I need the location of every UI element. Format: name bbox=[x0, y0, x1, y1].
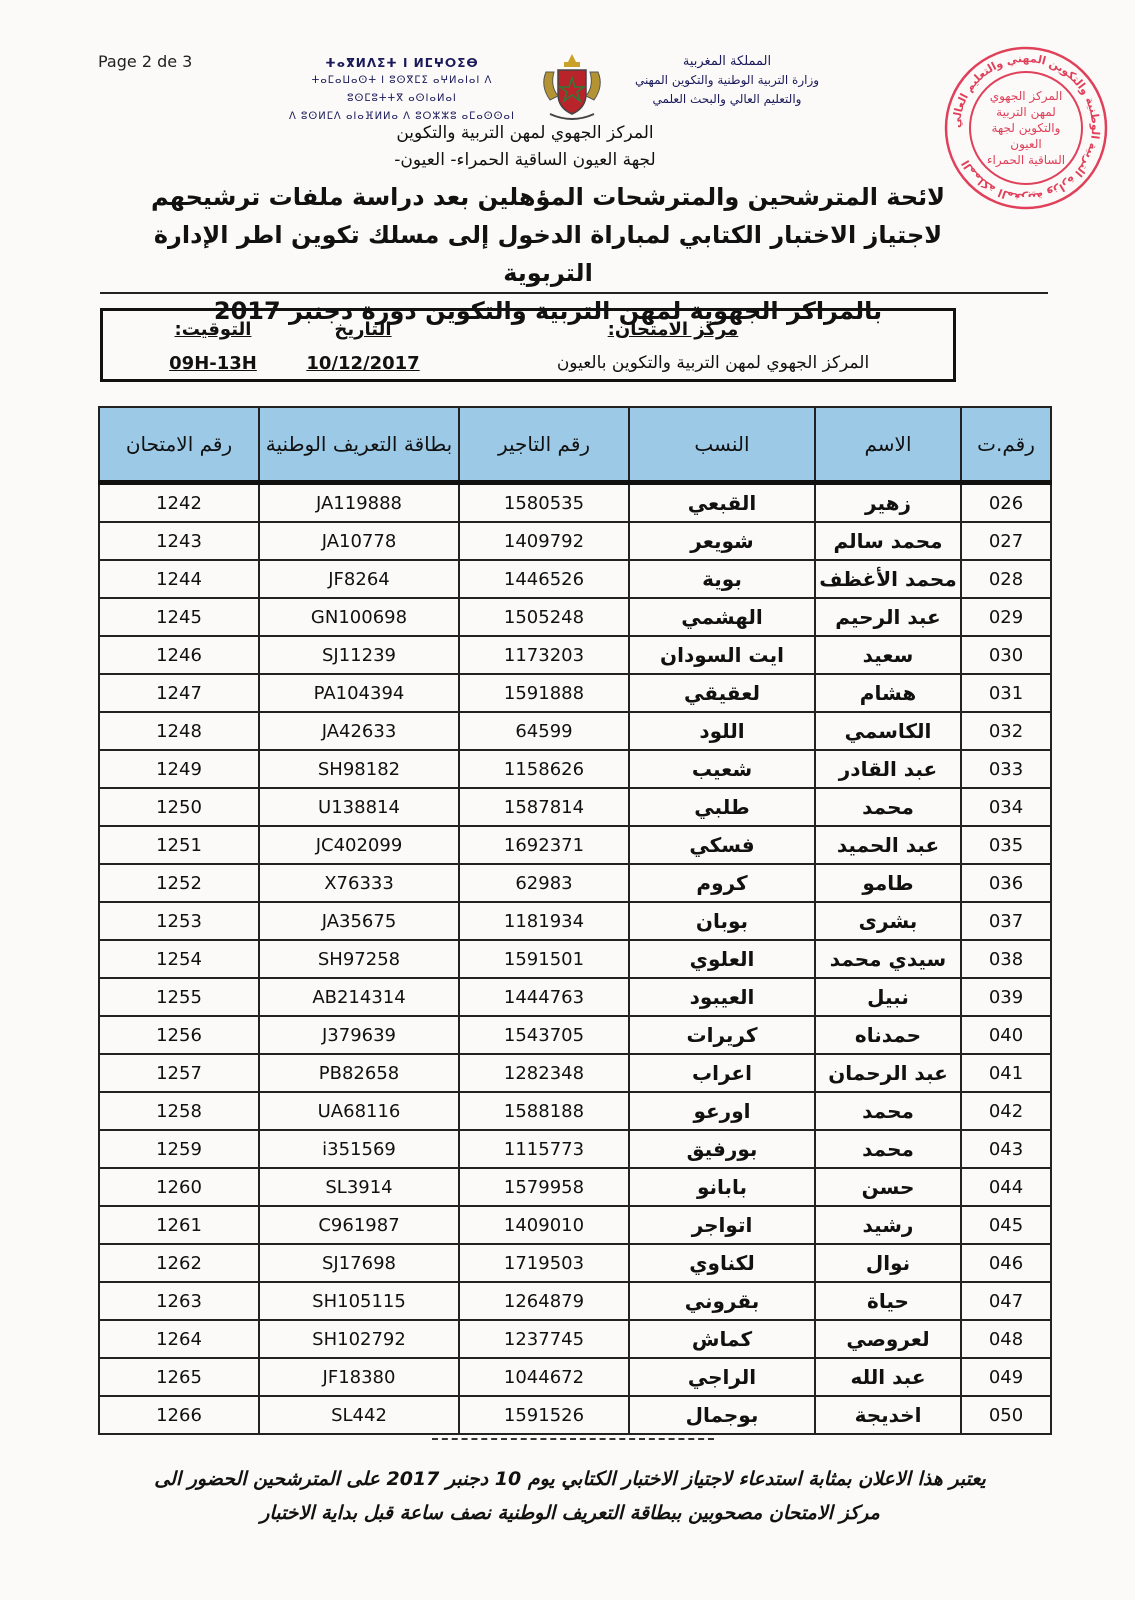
row-number-cell: 049 bbox=[961, 1358, 1051, 1396]
first-name-cell: اخديجة bbox=[815, 1396, 961, 1434]
employee-id-cell: 1588188 bbox=[459, 1092, 629, 1130]
last-name-cell: بوجمال bbox=[629, 1396, 815, 1434]
employee-id-cell: 1579958 bbox=[459, 1168, 629, 1206]
time-value: 09H-13H bbox=[169, 353, 257, 374]
last-name-cell: طلبي bbox=[629, 788, 815, 826]
row-number-cell: 038 bbox=[961, 940, 1051, 978]
last-name-cell: لكناوي bbox=[629, 1244, 815, 1282]
national-id-cell: JA42633 bbox=[259, 712, 459, 750]
table-row bbox=[99, 598, 1051, 636]
table-row bbox=[99, 1130, 1051, 1168]
stamp-line-4: العيون bbox=[1010, 137, 1042, 151]
last-name-cell: القبعي bbox=[629, 483, 815, 523]
exam-number-cell: 1258 bbox=[99, 1092, 259, 1130]
table-header-row bbox=[99, 407, 1051, 483]
row-number-cell: 048 bbox=[961, 1320, 1051, 1358]
exam-center-label: مركز الامتحان: bbox=[607, 319, 739, 340]
last-name-cell: بابانو bbox=[629, 1168, 815, 1206]
exam-number-cell: 1246 bbox=[99, 636, 259, 674]
last-name-cell: اعراب bbox=[629, 1054, 815, 1092]
exam-number-cell: 1259 bbox=[99, 1130, 259, 1168]
last-name-cell: شعيب bbox=[629, 750, 815, 788]
title-divider bbox=[100, 292, 1048, 294]
table-row bbox=[99, 674, 1051, 712]
stamp-line-1: المركز الجهوي bbox=[989, 89, 1063, 103]
row-number-cell: 029 bbox=[961, 598, 1051, 636]
national-id-cell: i351569 bbox=[259, 1130, 459, 1168]
exam-number-cell: 1242 bbox=[99, 483, 259, 523]
separator-dashes bbox=[432, 1438, 714, 1440]
employee-id-cell: 1543705 bbox=[459, 1016, 629, 1054]
table-row bbox=[99, 978, 1051, 1016]
header-first-name: الاسم bbox=[815, 407, 961, 483]
date-value: 10/12/2017 bbox=[306, 353, 420, 374]
last-name-cell: كروم bbox=[629, 864, 815, 902]
row-number-cell: 036 bbox=[961, 864, 1051, 902]
table-row bbox=[99, 788, 1051, 826]
national-id-cell: JF8264 bbox=[259, 560, 459, 598]
row-number-cell: 027 bbox=[961, 522, 1051, 560]
last-name-cell: بقروني bbox=[629, 1282, 815, 1320]
last-name-cell: الهشمي bbox=[629, 598, 815, 636]
exam-number-cell: 1248 bbox=[99, 712, 259, 750]
stamp-line-3: والتكوين لجهة bbox=[991, 121, 1061, 135]
row-number-cell: 039 bbox=[961, 978, 1051, 1016]
first-name-cell: عبد الرحمان bbox=[815, 1054, 961, 1092]
national-id-cell: GN100698 bbox=[259, 598, 459, 636]
first-name-cell: محمد bbox=[815, 1092, 961, 1130]
row-number-cell: 042 bbox=[961, 1092, 1051, 1130]
title-line-1: لائحة المترشحين والمترشحات المؤهلين بعد دراسة ملفات ترشيحهم bbox=[150, 183, 946, 211]
exam-number-cell: 1252 bbox=[99, 864, 259, 902]
date-label: التاريخ bbox=[334, 319, 392, 340]
row-number-cell: 030 bbox=[961, 636, 1051, 674]
first-name-cell: عبد الله bbox=[815, 1358, 961, 1396]
employee-id-cell: 1264879 bbox=[459, 1282, 629, 1320]
table-row bbox=[99, 1016, 1051, 1054]
notice-line-1: يعتبر هذا الاعلان بمثابة استدعاء لاجتياز الاختبار الكتابي يوم 10 دجنبر 2017 على المترشحين الحضور الى bbox=[154, 1468, 986, 1490]
last-name-cell: بوبان bbox=[629, 902, 815, 940]
employee-id-cell: 1591501 bbox=[459, 940, 629, 978]
row-number-cell: 034 bbox=[961, 788, 1051, 826]
title-line-3: بالمراكز الجهوية لمهن التربية والتكوين دورة دجنبر 2017 bbox=[213, 297, 883, 325]
first-name-cell: طامو bbox=[815, 864, 961, 902]
convocation-notice bbox=[110, 1462, 1030, 1530]
exam-number-cell: 1264 bbox=[99, 1320, 259, 1358]
candidates-table-body bbox=[99, 483, 1051, 1435]
national-id-cell: JA10778 bbox=[259, 522, 459, 560]
candidates-table bbox=[98, 406, 1052, 1435]
national-id-cell: JC402099 bbox=[259, 826, 459, 864]
national-id-cell: SH98182 bbox=[259, 750, 459, 788]
stamp-ring-text: المملكة المغربية وزارة التربية الوطنية والتكوين المهني والتعليم العالي bbox=[949, 51, 1103, 205]
title-line-2: لاجتياز الاختبار الكتابي لمباراة الدخول إلى مسلك تكوين اطر الإدارة التربوية bbox=[153, 221, 943, 287]
employee-id-cell: 1282348 bbox=[459, 1054, 629, 1092]
employee-id-cell: 1409010 bbox=[459, 1206, 629, 1244]
table-row bbox=[99, 483, 1051, 523]
exam-number-cell: 1254 bbox=[99, 940, 259, 978]
national-id-cell: UA68116 bbox=[259, 1092, 459, 1130]
first-name-cell: سعيد bbox=[815, 636, 961, 674]
first-name-cell: محمد bbox=[815, 1130, 961, 1168]
row-number-cell: 050 bbox=[961, 1396, 1051, 1434]
last-name-cell: كماش bbox=[629, 1320, 815, 1358]
national-id-cell: PA104394 bbox=[259, 674, 459, 712]
issuing-center-line-2: لجهة العيون الساقية الحمراء- العيون- bbox=[394, 150, 656, 170]
employee-id-cell: 1409792 bbox=[459, 522, 629, 560]
notice-line-2: مركز الامتحان مصحوبين ببطاقة التعريف الوطنية نصف ساعة قبل بداية الاختبار bbox=[260, 1502, 880, 1524]
table-row bbox=[99, 522, 1051, 560]
table-row bbox=[99, 1206, 1051, 1244]
header-last-name: النسب bbox=[629, 407, 815, 483]
ministry-line-2: والتعليم العالي والبحث العلمي bbox=[652, 92, 802, 106]
first-name-cell: هشام bbox=[815, 674, 961, 712]
ministry-line-1: وزارة التربية الوطنية والتكوين المهني bbox=[634, 73, 820, 87]
employee-id-cell: 1591526 bbox=[459, 1396, 629, 1434]
last-name-cell: شويعر bbox=[629, 522, 815, 560]
row-number-cell: 033 bbox=[961, 750, 1051, 788]
exam-number-cell: 1253 bbox=[99, 902, 259, 940]
exam-number-cell: 1249 bbox=[99, 750, 259, 788]
national-id-cell: U138814 bbox=[259, 788, 459, 826]
row-number-cell: 040 bbox=[961, 1016, 1051, 1054]
first-name-cell: لعروصي bbox=[815, 1320, 961, 1358]
stamp-line-2: لمهن التربية bbox=[996, 105, 1056, 119]
last-name-cell: بوية bbox=[629, 560, 815, 598]
tifinagh-line-3: ⴷ ⵓⵙⵍⵎⴷ ⴰⵏⴰⴼⵍⵍⴰ ⴷ ⵓⵔⵣⵣⵓ ⴰⵎⴰⵙⵙⴰⵏ bbox=[289, 111, 515, 122]
header-national-id: بطاقة التعريف الوطنية bbox=[259, 407, 459, 483]
exam-number-cell: 1265 bbox=[99, 1358, 259, 1396]
first-name-cell: عبد القادر bbox=[815, 750, 961, 788]
table-row bbox=[99, 1054, 1051, 1092]
employee-id-cell: 1044672 bbox=[459, 1358, 629, 1396]
issuing-center bbox=[360, 120, 690, 174]
row-number-cell: 031 bbox=[961, 674, 1051, 712]
exam-number-cell: 1257 bbox=[99, 1054, 259, 1092]
row-number-cell: 037 bbox=[961, 902, 1051, 940]
employee-id-cell: 1719503 bbox=[459, 1244, 629, 1282]
header-row-number: رقم.ت bbox=[961, 407, 1051, 483]
row-number-cell: 035 bbox=[961, 826, 1051, 864]
exam-number-cell: 1244 bbox=[99, 560, 259, 598]
last-name-cell: الراجي bbox=[629, 1358, 815, 1396]
last-name-cell: اورعو bbox=[629, 1092, 815, 1130]
first-name-cell: محمد الأغظف bbox=[815, 560, 961, 598]
national-id-cell: PB82658 bbox=[259, 1054, 459, 1092]
last-name-cell: لعقيقي bbox=[629, 674, 815, 712]
national-id-cell: SH105115 bbox=[259, 1282, 459, 1320]
first-name-cell: نبيل bbox=[815, 978, 961, 1016]
row-number-cell: 045 bbox=[961, 1206, 1051, 1244]
employee-id-cell: 62983 bbox=[459, 864, 629, 902]
employee-id-cell: 1446526 bbox=[459, 560, 629, 598]
national-id-cell: SL442 bbox=[259, 1396, 459, 1434]
table-row bbox=[99, 1320, 1051, 1358]
last-name-cell: العيبود bbox=[629, 978, 815, 1016]
last-name-cell: كريرات bbox=[629, 1016, 815, 1054]
national-id-cell: SJ17698 bbox=[259, 1244, 459, 1282]
row-number-cell: 044 bbox=[961, 1168, 1051, 1206]
employee-id-cell: 1587814 bbox=[459, 788, 629, 826]
national-id-cell: SJ11239 bbox=[259, 636, 459, 674]
table-row bbox=[99, 1244, 1051, 1282]
row-number-cell: 047 bbox=[961, 1282, 1051, 1320]
table-row bbox=[99, 1396, 1051, 1434]
kingdom-name: المملكة المغربية bbox=[682, 54, 772, 69]
last-name-cell: بورفيق bbox=[629, 1130, 815, 1168]
first-name-cell: عبد الرحيم bbox=[815, 598, 961, 636]
national-id-cell: AB214314 bbox=[259, 978, 459, 1016]
row-number-cell: 026 bbox=[961, 483, 1051, 523]
national-id-cell: C961987 bbox=[259, 1206, 459, 1244]
tifinagh-line-2: ⵜⴰⵎⴰⵡⴰⵙⵜ ⵏ ⵓⵙⴳⵎⵉ ⴰⵖⵍⴰⵏⴰⵏ ⴷ ⵓⵙⵎⵓⵜⵜⴳ ⴰⵙⵏⴰⵍⴰⵏ bbox=[311, 75, 493, 104]
first-name-cell: محمد bbox=[815, 788, 961, 826]
national-id-cell: J379639 bbox=[259, 1016, 459, 1054]
header-employee-id: رقم التاجير bbox=[459, 407, 629, 483]
exam-number-cell: 1247 bbox=[99, 674, 259, 712]
table-row bbox=[99, 902, 1051, 940]
last-name-cell: فسكي bbox=[629, 826, 815, 864]
table-row bbox=[99, 750, 1051, 788]
exam-number-cell: 1266 bbox=[99, 1396, 259, 1434]
first-name-cell: رشيد bbox=[815, 1206, 961, 1244]
table-row bbox=[99, 826, 1051, 864]
first-name-cell: حسن bbox=[815, 1168, 961, 1206]
header-exam-number: رقم الامتحان bbox=[99, 407, 259, 483]
table-row bbox=[99, 1168, 1051, 1206]
first-name-cell: عبد الحميد bbox=[815, 826, 961, 864]
employee-id-cell: 1505248 bbox=[459, 598, 629, 636]
first-name-cell: حمدناه bbox=[815, 1016, 961, 1054]
coat-of-arms-icon bbox=[538, 50, 606, 124]
row-number-cell: 028 bbox=[961, 560, 1051, 598]
employee-id-cell: 1580535 bbox=[459, 483, 629, 523]
exam-center-value: المركز الجهوي لمهن التربية والتكوين بالعيون bbox=[556, 353, 870, 373]
exam-number-cell: 1245 bbox=[99, 598, 259, 636]
ministry-name-arabic bbox=[616, 52, 838, 109]
row-number-cell: 046 bbox=[961, 1244, 1051, 1282]
exam-number-cell: 1250 bbox=[99, 788, 259, 826]
exam-number-cell: 1261 bbox=[99, 1206, 259, 1244]
row-number-cell: 043 bbox=[961, 1130, 1051, 1168]
employee-id-cell: 1181934 bbox=[459, 902, 629, 940]
table-row bbox=[99, 560, 1051, 598]
table-row bbox=[99, 1282, 1051, 1320]
ministry-name-tifinagh bbox=[282, 54, 522, 126]
employee-id-cell: 1237745 bbox=[459, 1320, 629, 1358]
exam-number-cell: 1251 bbox=[99, 826, 259, 864]
first-name-cell: سيدي محمد bbox=[815, 940, 961, 978]
national-id-cell: JA35675 bbox=[259, 902, 459, 940]
employee-id-cell: 1115773 bbox=[459, 1130, 629, 1168]
national-id-cell: SH102792 bbox=[259, 1320, 459, 1358]
employee-id-cell: 64599 bbox=[459, 712, 629, 750]
issuing-center-line-1: المركز الجهوي لمهن التربية والتكوين bbox=[396, 123, 654, 143]
exam-number-cell: 1260 bbox=[99, 1168, 259, 1206]
last-name-cell: اتواجر bbox=[629, 1206, 815, 1244]
employee-id-cell: 1158626 bbox=[459, 750, 629, 788]
first-name-cell: بشرى bbox=[815, 902, 961, 940]
national-id-cell: X76333 bbox=[259, 864, 459, 902]
page-number: Page 2 de 3 bbox=[98, 52, 193, 71]
first-name-cell: نوال bbox=[815, 1244, 961, 1282]
last-name-cell: العلوي bbox=[629, 940, 815, 978]
national-id-cell: SL3914 bbox=[259, 1168, 459, 1206]
exam-info-box bbox=[100, 308, 956, 382]
table-row bbox=[99, 940, 1051, 978]
employee-id-cell: 1444763 bbox=[459, 978, 629, 1016]
row-number-cell: 041 bbox=[961, 1054, 1051, 1092]
national-id-cell: JF18380 bbox=[259, 1358, 459, 1396]
time-label: التوقيت: bbox=[174, 319, 252, 340]
table-row bbox=[99, 712, 1051, 750]
last-name-cell: ايت السودان bbox=[629, 636, 815, 674]
first-name-cell: الكاسمي bbox=[815, 712, 961, 750]
exam-number-cell: 1256 bbox=[99, 1016, 259, 1054]
stamp-line-5: الساقية الحمراء bbox=[986, 153, 1066, 167]
exam-number-cell: 1262 bbox=[99, 1244, 259, 1282]
exam-number-cell: 1243 bbox=[99, 522, 259, 560]
employee-id-cell: 1173203 bbox=[459, 636, 629, 674]
first-name-cell: محمد سالم bbox=[815, 522, 961, 560]
table-row bbox=[99, 1358, 1051, 1396]
row-number-cell: 032 bbox=[961, 712, 1051, 750]
last-name-cell: اللود bbox=[629, 712, 815, 750]
tifinagh-line-1: ⵜⴰⴳⵍⴷⵉⵜ ⵏ ⵍⵎⵖⵔⵉⴱ bbox=[325, 56, 479, 70]
table-row bbox=[99, 864, 1051, 902]
employee-id-cell: 1591888 bbox=[459, 674, 629, 712]
employee-id-cell: 1692371 bbox=[459, 826, 629, 864]
first-name-cell: حياة bbox=[815, 1282, 961, 1320]
national-id-cell: SH97258 bbox=[259, 940, 459, 978]
national-id-cell: JA119888 bbox=[259, 483, 459, 523]
first-name-cell: زهير bbox=[815, 483, 961, 523]
table-row bbox=[99, 636, 1051, 674]
table-row bbox=[99, 1092, 1051, 1130]
exam-number-cell: 1263 bbox=[99, 1282, 259, 1320]
exam-number-cell: 1255 bbox=[99, 978, 259, 1016]
